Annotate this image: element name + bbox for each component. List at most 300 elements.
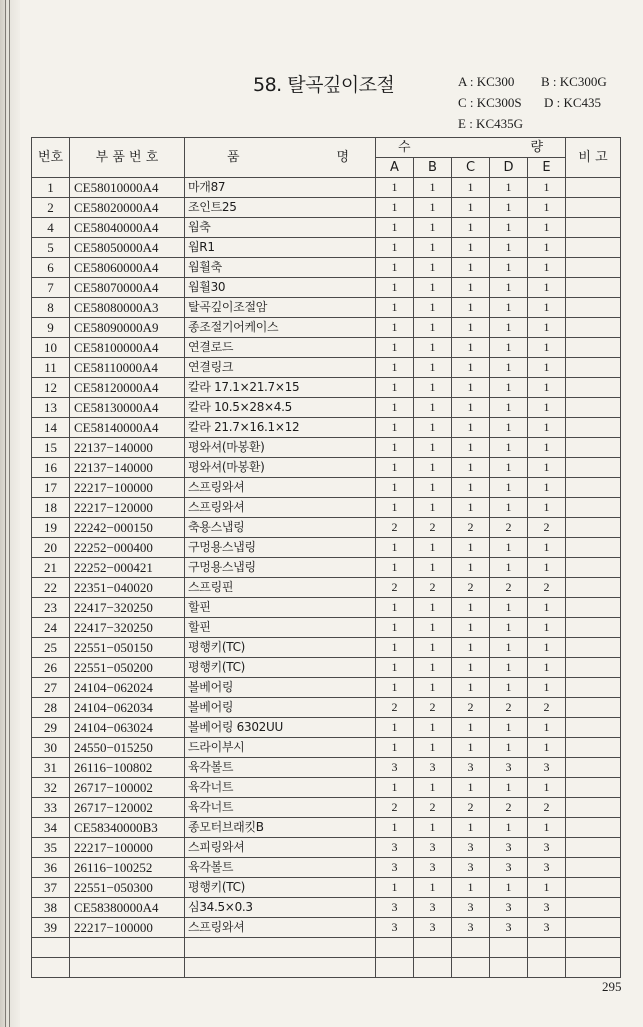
quantity-cell: 1 xyxy=(528,378,566,398)
row-number: 29 xyxy=(32,718,70,738)
quantity-cell: 3 xyxy=(528,758,566,778)
row-number: 21 xyxy=(32,558,70,578)
quantity-cell: 1 xyxy=(414,618,452,638)
row-number: 39 xyxy=(32,918,70,938)
part-number: CE58120000A4 xyxy=(70,378,185,398)
table-row xyxy=(32,758,621,778)
quantity-cell: 2 xyxy=(528,518,566,538)
part-number: CE58140000A4 xyxy=(70,418,185,438)
empty-cell xyxy=(376,938,414,958)
parts-table xyxy=(31,137,621,978)
table-row xyxy=(32,378,621,398)
part-name: 마개87 xyxy=(185,178,376,198)
quantity-cell: 1 xyxy=(452,718,490,738)
quantity-cell: 1 xyxy=(376,778,414,798)
model-legend-c: C : KC300S xyxy=(458,95,522,110)
quantity-cell: 1 xyxy=(490,238,528,258)
part-number: CE58010000A4 xyxy=(70,178,185,198)
remarks-cell xyxy=(566,278,621,298)
quantity-cell: 1 xyxy=(490,638,528,658)
quantity-cell: 2 xyxy=(490,518,528,538)
part-number: CE58070000A4 xyxy=(70,278,185,298)
quantity-cell: 1 xyxy=(414,318,452,338)
quantity-cell: 1 xyxy=(376,818,414,838)
row-number: 19 xyxy=(32,518,70,538)
quantity-cell: 1 xyxy=(452,598,490,618)
row-number: 38 xyxy=(32,898,70,918)
table-row xyxy=(32,418,621,438)
header-part-no: 부 품 번 호 xyxy=(70,138,185,178)
quantity-cell: 1 xyxy=(376,178,414,198)
quantity-cell: 3 xyxy=(490,858,528,878)
remarks-cell xyxy=(566,198,621,218)
quantity-cell: 1 xyxy=(414,878,452,898)
quantity-cell: 1 xyxy=(414,598,452,618)
row-number: 35 xyxy=(32,838,70,858)
quantity-cell: 3 xyxy=(376,838,414,858)
quantity-cell: 1 xyxy=(490,418,528,438)
quantity-cell: 3 xyxy=(528,838,566,858)
header-name-part-2: 명 xyxy=(336,150,349,165)
remarks-cell xyxy=(566,918,621,938)
part-name: 할핀 xyxy=(185,598,376,618)
part-name: 심34.5×0.3 xyxy=(185,898,376,918)
remarks-cell xyxy=(566,798,621,818)
quantity-cell: 1 xyxy=(528,178,566,198)
table-row xyxy=(32,238,621,258)
remarks-cell xyxy=(566,258,621,278)
quantity-cell: 1 xyxy=(452,418,490,438)
table-row xyxy=(32,498,621,518)
part-number: 22252−000421 xyxy=(70,558,185,578)
header-qty-col: E xyxy=(528,158,566,178)
quantity-cell: 1 xyxy=(376,258,414,278)
table-row xyxy=(32,618,621,638)
quantity-cell: 1 xyxy=(414,278,452,298)
part-name: 볼베어링 6302UU xyxy=(185,718,376,738)
quantity-cell: 2 xyxy=(414,518,452,538)
row-number: 9 xyxy=(32,318,70,338)
part-number: CE58090000A9 xyxy=(70,318,185,338)
remarks-cell xyxy=(566,578,621,598)
empty-cell xyxy=(376,958,414,978)
part-number: 22242−000150 xyxy=(70,518,185,538)
remarks-cell xyxy=(566,178,621,198)
quantity-cell: 3 xyxy=(452,758,490,778)
quantity-cell: 1 xyxy=(414,558,452,578)
section-title: 58. 탈곡깊이조절 xyxy=(253,74,395,96)
part-name: 볼베어링 xyxy=(185,678,376,698)
quantity-cell: 1 xyxy=(528,298,566,318)
quantity-cell: 1 xyxy=(376,198,414,218)
quantity-cell: 3 xyxy=(452,898,490,918)
quantity-cell: 2 xyxy=(414,698,452,718)
quantity-cell: 1 xyxy=(490,618,528,638)
quantity-cell: 3 xyxy=(452,918,490,938)
quantity-cell: 2 xyxy=(452,518,490,538)
remarks-cell xyxy=(566,718,621,738)
spine-line xyxy=(5,0,6,1027)
part-number: 24104−062034 xyxy=(70,698,185,718)
row-number: 7 xyxy=(32,278,70,298)
part-name: 평와셔(마봉환) xyxy=(185,438,376,458)
part-number: CE58080000A3 xyxy=(70,298,185,318)
quantity-cell: 1 xyxy=(414,678,452,698)
remarks-cell xyxy=(566,438,621,458)
quantity-cell: 1 xyxy=(414,418,452,438)
part-name: 스프링와셔 xyxy=(185,478,376,498)
row-number: 26 xyxy=(32,658,70,678)
part-name: 종모터브래킷B xyxy=(185,818,376,838)
part-name: 스프링핀 xyxy=(185,578,376,598)
quantity-cell: 1 xyxy=(490,658,528,678)
remarks-cell xyxy=(566,678,621,698)
table-row xyxy=(32,918,621,938)
quantity-cell: 1 xyxy=(490,298,528,318)
row-number: 37 xyxy=(32,878,70,898)
header-qty-col: D xyxy=(490,158,528,178)
quantity-cell: 1 xyxy=(528,258,566,278)
table-row xyxy=(32,578,621,598)
model-legend-b: B : KC300G xyxy=(541,74,607,89)
quantity-cell: 1 xyxy=(376,398,414,418)
quantity-cell: 1 xyxy=(414,298,452,318)
quantity-cell: 1 xyxy=(452,498,490,518)
quantity-cell: 2 xyxy=(528,698,566,718)
quantity-cell: 3 xyxy=(376,858,414,878)
spine-line xyxy=(9,0,10,1027)
part-number: 22217−100000 xyxy=(70,918,185,938)
table-row xyxy=(32,598,621,618)
quantity-cell: 1 xyxy=(414,638,452,658)
quantity-cell: 3 xyxy=(528,918,566,938)
table-row xyxy=(32,318,621,338)
quantity-cell: 1 xyxy=(528,278,566,298)
part-name: 구멍용스냅링 xyxy=(185,538,376,558)
table-row xyxy=(32,478,621,498)
header-qty xyxy=(376,138,566,158)
quantity-cell: 1 xyxy=(490,878,528,898)
quantity-cell: 1 xyxy=(452,178,490,198)
quantity-cell: 1 xyxy=(490,178,528,198)
table-row xyxy=(32,338,621,358)
table-row xyxy=(32,258,621,278)
quantity-cell: 1 xyxy=(528,338,566,358)
quantity-cell: 1 xyxy=(528,618,566,638)
quantity-cell: 3 xyxy=(414,898,452,918)
quantity-cell: 1 xyxy=(452,738,490,758)
part-number: CE58100000A4 xyxy=(70,338,185,358)
row-number: 34 xyxy=(32,818,70,838)
row-number: 31 xyxy=(32,758,70,778)
row-number: 8 xyxy=(32,298,70,318)
table-row xyxy=(32,178,621,198)
remarks-cell xyxy=(566,238,621,258)
table-row xyxy=(32,798,621,818)
quantity-cell: 1 xyxy=(528,678,566,698)
quantity-cell: 1 xyxy=(414,658,452,678)
row-number: 12 xyxy=(32,378,70,398)
quantity-cell: 1 xyxy=(376,878,414,898)
quantity-cell: 1 xyxy=(376,418,414,438)
remarks-cell xyxy=(566,758,621,778)
table-row xyxy=(32,658,621,678)
quantity-cell: 3 xyxy=(414,918,452,938)
quantity-cell: 1 xyxy=(376,718,414,738)
quantity-cell: 1 xyxy=(376,738,414,758)
quantity-cell: 2 xyxy=(414,578,452,598)
quantity-cell: 2 xyxy=(528,578,566,598)
quantity-cell: 1 xyxy=(414,338,452,358)
quantity-cell: 1 xyxy=(490,478,528,498)
quantity-cell: 1 xyxy=(414,718,452,738)
page-spine-shadow xyxy=(0,0,20,1027)
part-number: 26717−120002 xyxy=(70,798,185,818)
remarks-cell xyxy=(566,338,621,358)
table-row xyxy=(32,738,621,758)
row-number: 23 xyxy=(32,598,70,618)
part-number: 22217−120000 xyxy=(70,498,185,518)
quantity-cell: 1 xyxy=(452,658,490,678)
row-number: 30 xyxy=(32,738,70,758)
quantity-cell: 1 xyxy=(452,438,490,458)
quantity-cell: 1 xyxy=(452,638,490,658)
quantity-cell: 1 xyxy=(452,458,490,478)
model-legend-e: E : KC435G xyxy=(458,116,523,131)
part-name: 육각너트 xyxy=(185,798,376,818)
quantity-cell: 1 xyxy=(414,258,452,278)
quantity-cell: 1 xyxy=(376,478,414,498)
part-number: 22551−050300 xyxy=(70,878,185,898)
part-name: 스프링와셔 xyxy=(185,498,376,518)
quantity-cell: 1 xyxy=(490,498,528,518)
part-name: 칼라 17.1×21.7×15 xyxy=(185,378,376,398)
quantity-cell: 1 xyxy=(490,398,528,418)
header-remarks: 비 고 xyxy=(566,138,621,178)
quantity-cell: 1 xyxy=(414,238,452,258)
table-row xyxy=(32,358,621,378)
quantity-cell: 1 xyxy=(528,738,566,758)
quantity-cell: 1 xyxy=(376,678,414,698)
remarks-cell xyxy=(566,558,621,578)
part-number: CE58340000B3 xyxy=(70,818,185,838)
remarks-cell xyxy=(566,658,621,678)
quantity-cell: 3 xyxy=(376,918,414,938)
remarks-cell xyxy=(566,738,621,758)
quantity-cell: 3 xyxy=(490,838,528,858)
quantity-cell: 1 xyxy=(528,458,566,478)
remarks-cell xyxy=(566,358,621,378)
quantity-cell: 1 xyxy=(376,658,414,678)
quantity-cell: 1 xyxy=(452,558,490,578)
parts-table-body xyxy=(32,178,621,978)
part-name: 육각볼트 xyxy=(185,758,376,778)
quantity-cell: 1 xyxy=(376,558,414,578)
quantity-cell: 1 xyxy=(490,678,528,698)
quantity-cell: 1 xyxy=(376,438,414,458)
remarks-cell xyxy=(566,878,621,898)
quantity-cell: 1 xyxy=(414,358,452,378)
row-number: 16 xyxy=(32,458,70,478)
header-qty-col: A xyxy=(376,158,414,178)
empty-row xyxy=(32,938,621,958)
part-name: 칼라 21.7×16.1×12 xyxy=(185,418,376,438)
quantity-cell: 2 xyxy=(528,798,566,818)
quantity-cell: 1 xyxy=(376,538,414,558)
quantity-cell: 2 xyxy=(376,698,414,718)
part-number: CE58130000A4 xyxy=(70,398,185,418)
quantity-cell: 1 xyxy=(452,478,490,498)
quantity-cell: 1 xyxy=(528,818,566,838)
quantity-cell: 1 xyxy=(490,358,528,378)
quantity-cell: 1 xyxy=(490,458,528,478)
quantity-cell: 1 xyxy=(528,878,566,898)
part-number: 22351−040020 xyxy=(70,578,185,598)
quantity-cell: 1 xyxy=(528,658,566,678)
empty-cell xyxy=(528,958,566,978)
part-number: 22551−050200 xyxy=(70,658,185,678)
row-number: 25 xyxy=(32,638,70,658)
row-number: 10 xyxy=(32,338,70,358)
empty-cell xyxy=(490,958,528,978)
empty-cell xyxy=(490,938,528,958)
empty-cell xyxy=(452,938,490,958)
remarks-cell xyxy=(566,518,621,538)
empty-cell xyxy=(452,958,490,978)
quantity-cell: 3 xyxy=(452,838,490,858)
table-row xyxy=(32,458,621,478)
part-name: 평행키(TC) xyxy=(185,658,376,678)
quantity-cell: 1 xyxy=(528,318,566,338)
quantity-cell: 1 xyxy=(452,618,490,638)
row-number: 27 xyxy=(32,678,70,698)
part-number: 22417−320250 xyxy=(70,618,185,638)
remarks-cell xyxy=(566,498,621,518)
quantity-cell: 1 xyxy=(414,778,452,798)
row-number: 32 xyxy=(32,778,70,798)
quantity-cell: 1 xyxy=(490,778,528,798)
remarks-cell xyxy=(566,398,621,418)
part-name: 드라이부시 xyxy=(185,738,376,758)
quantity-cell: 1 xyxy=(490,598,528,618)
quantity-cell: 1 xyxy=(414,478,452,498)
quantity-cell: 1 xyxy=(376,498,414,518)
quantity-cell: 2 xyxy=(490,578,528,598)
quantity-cell: 1 xyxy=(414,438,452,458)
remarks-cell xyxy=(566,598,621,618)
remarks-cell xyxy=(566,538,621,558)
table-row xyxy=(32,898,621,918)
quantity-cell: 1 xyxy=(376,298,414,318)
table-row xyxy=(32,518,621,538)
row-number: 14 xyxy=(32,418,70,438)
quantity-cell: 1 xyxy=(414,198,452,218)
quantity-cell: 1 xyxy=(490,318,528,338)
table-row xyxy=(32,538,621,558)
part-name: 웜축 xyxy=(185,218,376,238)
table-row xyxy=(32,698,621,718)
part-name: 웜휠축 xyxy=(185,258,376,278)
empty-row xyxy=(32,958,621,978)
quantity-cell: 1 xyxy=(490,538,528,558)
quantity-cell: 1 xyxy=(528,638,566,658)
quantity-cell: 3 xyxy=(490,898,528,918)
page-number: 295 xyxy=(602,979,622,994)
part-name: 육각너트 xyxy=(185,778,376,798)
table-row xyxy=(32,678,621,698)
quantity-cell: 1 xyxy=(414,378,452,398)
part-number: 24550−015250 xyxy=(70,738,185,758)
quantity-cell: 1 xyxy=(376,598,414,618)
quantity-cell: 1 xyxy=(528,598,566,618)
table-row xyxy=(32,298,621,318)
part-number: CE58020000A4 xyxy=(70,198,185,218)
row-number: 18 xyxy=(32,498,70,518)
empty-cell xyxy=(70,938,185,958)
row-number: 24 xyxy=(32,618,70,638)
quantity-cell: 1 xyxy=(490,198,528,218)
quantity-cell: 1 xyxy=(376,338,414,358)
row-number: 13 xyxy=(32,398,70,418)
remarks-cell xyxy=(566,378,621,398)
quantity-cell: 1 xyxy=(376,238,414,258)
part-number: 24104−062024 xyxy=(70,678,185,698)
empty-cell xyxy=(528,938,566,958)
empty-cell xyxy=(566,938,621,958)
table-row xyxy=(32,818,621,838)
part-name: 볼베어링 xyxy=(185,698,376,718)
empty-cell xyxy=(32,958,70,978)
quantity-cell: 1 xyxy=(490,818,528,838)
empty-cell xyxy=(566,958,621,978)
part-name: 칼라 10.5×28×4.5 xyxy=(185,398,376,418)
remarks-cell xyxy=(566,698,621,718)
remarks-cell xyxy=(566,618,621,638)
quantity-cell: 1 xyxy=(376,278,414,298)
quantity-cell: 1 xyxy=(528,238,566,258)
quantity-cell: 1 xyxy=(490,718,528,738)
part-number: 26717−100002 xyxy=(70,778,185,798)
quantity-cell: 1 xyxy=(528,418,566,438)
table-row xyxy=(32,858,621,878)
part-name: 조인트25 xyxy=(185,198,376,218)
quantity-cell: 1 xyxy=(414,738,452,758)
part-number: 26116−100252 xyxy=(70,858,185,878)
row-number: 22 xyxy=(32,578,70,598)
quantity-cell: 1 xyxy=(452,818,490,838)
quantity-cell: 1 xyxy=(490,438,528,458)
part-name: 스피링와셔 xyxy=(185,838,376,858)
part-number: 22551−050150 xyxy=(70,638,185,658)
empty-cell xyxy=(32,938,70,958)
quantity-cell: 3 xyxy=(528,858,566,878)
quantity-cell: 1 xyxy=(414,178,452,198)
remarks-cell xyxy=(566,838,621,858)
part-number: CE58060000A4 xyxy=(70,258,185,278)
quantity-cell: 1 xyxy=(490,218,528,238)
header-qty-part-1: 수 xyxy=(398,140,411,155)
row-number: 4 xyxy=(32,218,70,238)
quantity-cell: 2 xyxy=(452,698,490,718)
quantity-cell: 1 xyxy=(490,378,528,398)
quantity-cell: 2 xyxy=(452,798,490,818)
remarks-cell xyxy=(566,218,621,238)
empty-cell xyxy=(185,958,376,978)
remarks-cell xyxy=(566,478,621,498)
quantity-cell: 1 xyxy=(452,678,490,698)
table-row xyxy=(32,878,621,898)
quantity-cell: 1 xyxy=(452,258,490,278)
